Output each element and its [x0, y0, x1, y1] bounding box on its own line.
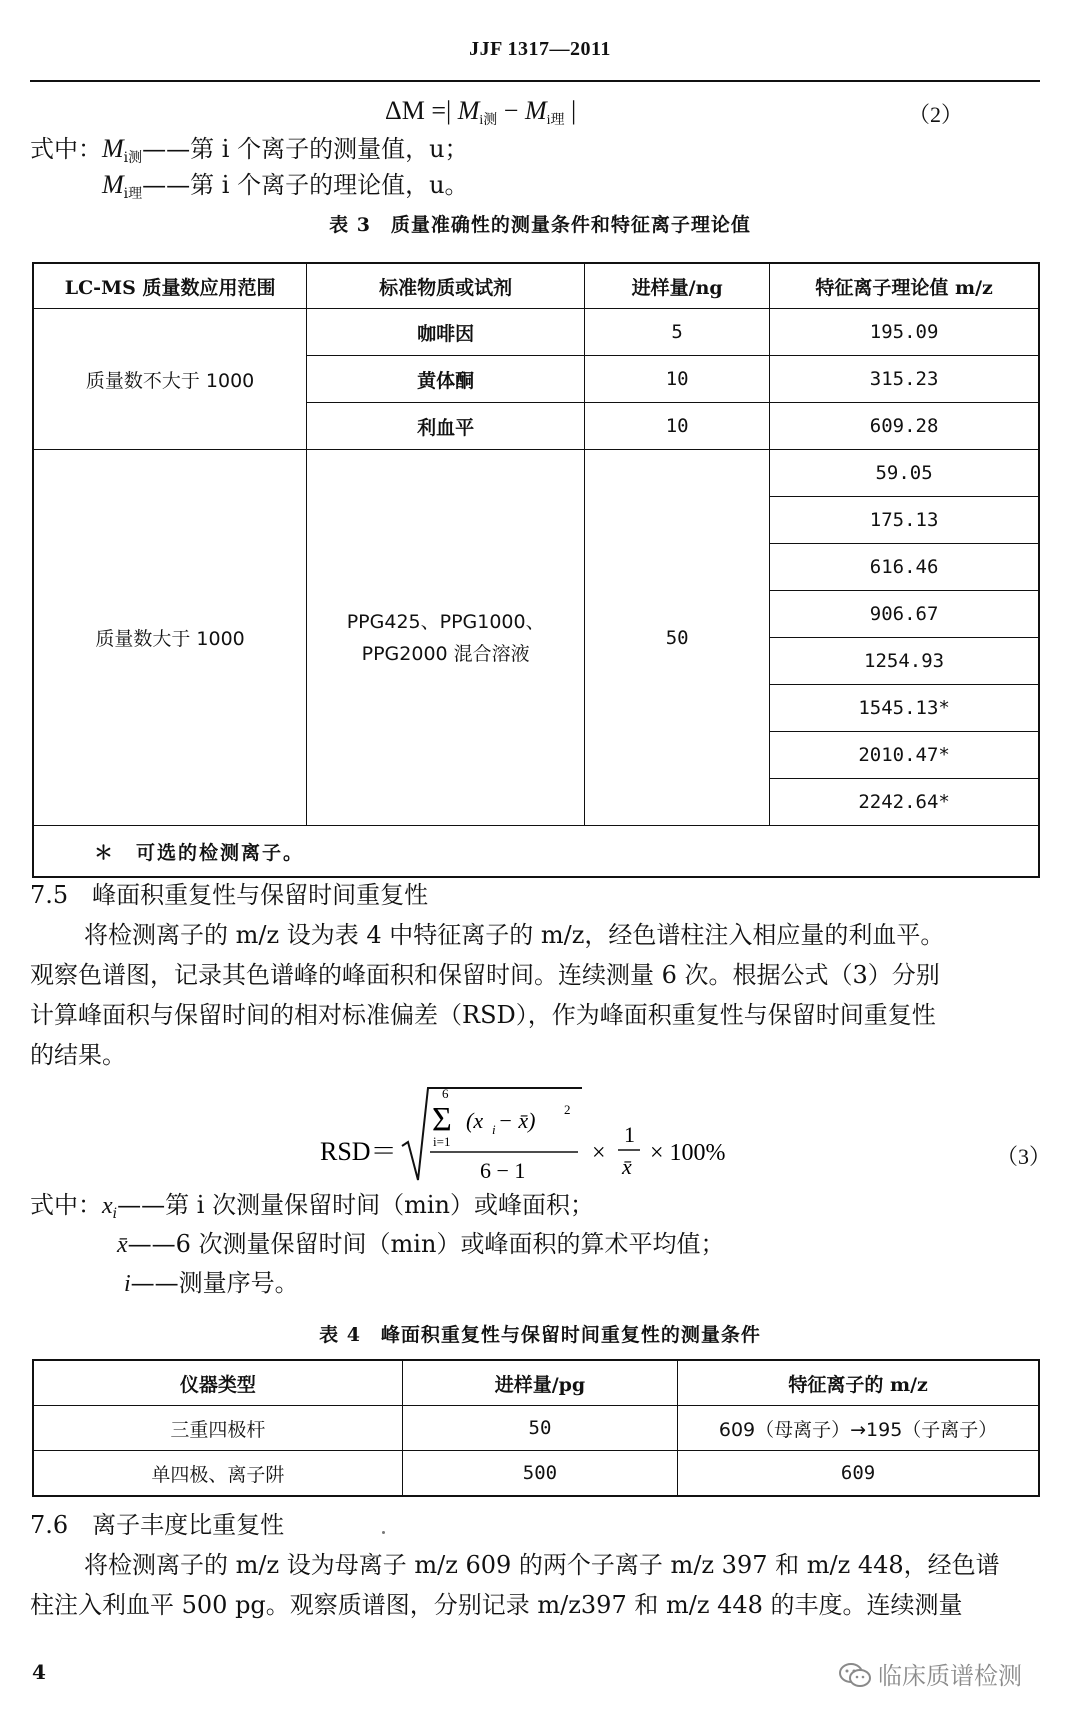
eq2-var-theo: M — [524, 96, 547, 125]
table3-substance-ppg-line1: PPG425、PPG1000、 — [346, 610, 545, 633]
table3-substance: 利血平 — [307, 403, 585, 450]
where2-sub2: i理 — [123, 186, 143, 202]
table3-value: 2242.64* — [770, 779, 1039, 826]
header-rule — [30, 80, 1040, 82]
where3-line2 — [117, 1229, 724, 1260]
table4-header-row — [33, 1360, 1039, 1406]
table3-header-substance: 标准物质或试剂 — [307, 263, 585, 309]
table-4 — [32, 1359, 1040, 1497]
table3-value: 315.23 — [770, 356, 1039, 403]
table3-amount: 5 — [585, 309, 770, 356]
eq2-var-meas: M — [457, 96, 480, 125]
equation-2-number: （2） — [908, 102, 964, 127]
wechat-icon — [838, 1662, 872, 1688]
table4-header-amount: 进样量/pg — [402, 1360, 677, 1406]
table3-substance-ppg — [307, 450, 585, 826]
table3-header-amount: 进样量/ng — [585, 263, 770, 309]
table-row — [33, 1451, 1039, 1497]
where3-text2: ——6 次测量保留时间（min）或峰面积的算术平均值； — [127, 1230, 725, 1258]
table-row — [33, 450, 1039, 497]
table4-type: 单四极、离子阱 — [33, 1451, 402, 1497]
sigma-icon: Σ — [432, 1101, 452, 1138]
table4-header-type: 仪器类型 — [33, 1360, 402, 1406]
where3-line3 — [124, 1268, 299, 1299]
eq3-frac-num: 1 — [624, 1122, 635, 1147]
where3-line1 — [30, 1190, 594, 1229]
section-7-5-para-line: 的结果。 — [30, 1041, 126, 1069]
where2-line2 — [102, 170, 469, 209]
table3-value: 59.05 — [770, 450, 1039, 497]
section-7-6-heading: 7.6 离子丰度比重复性 — [30, 1511, 285, 1539]
table3-value: 609.28 — [770, 403, 1039, 450]
table-row — [33, 1406, 1039, 1451]
table4-ion: 609 — [678, 1451, 1039, 1497]
table3-substance: 黄体酮 — [307, 356, 585, 403]
table4-type: 三重四极杆 — [33, 1406, 402, 1451]
eq3-numerator-sub: i — [492, 1122, 496, 1137]
page-header: JJF 1317—2011 — [469, 38, 611, 60]
watermark — [838, 1656, 1022, 1691]
eq3-times1: × — [592, 1140, 606, 1166]
eq3-numerator-rest: − x̄) — [498, 1108, 536, 1133]
where2-var2: M — [102, 170, 124, 199]
equation-3-number: （3） — [996, 1144, 1052, 1169]
table4-header-ion: 特征离子的 m/z — [678, 1360, 1039, 1406]
where2-var1: M — [102, 134, 124, 163]
table3-substance: 咖啡因 — [307, 309, 585, 356]
table4-amount: 50 — [402, 1406, 677, 1451]
where2-line1 — [30, 134, 469, 173]
equation-3-graphic — [320, 1080, 780, 1190]
section-7-6-para-line: 柱注入利血平 500 pg。观察质谱图，分别记录 m/z397 和 m/z 448 的丰度。连续测量 — [30, 1591, 963, 1619]
table3-amount: 10 — [585, 403, 770, 450]
table4-caption: 表 4 峰面积重复性与保留时间重复性的测量条件 — [319, 1324, 761, 1346]
eq3-lhs: RSD＝ — [320, 1137, 397, 1166]
table3-value: 175.13 — [770, 497, 1039, 544]
table-row — [33, 309, 1039, 356]
eq3-numerator: (x — [466, 1108, 484, 1133]
where3-text1: ——第 i 次测量保留时间（min）或峰面积； — [117, 1191, 594, 1219]
table3-value: 906.67 — [770, 591, 1039, 638]
where3-var3: i — [124, 1271, 131, 1297]
table3-value: 1254.93 — [770, 638, 1039, 685]
section-7-6-para-line: 将检测离子的 m/z 设为母离子 m/z 609 的两个子离子 m/z 397 和 m/z 448，经色谱 — [84, 1551, 1000, 1579]
table3-range-2: 质量数大于 1000 — [33, 450, 307, 826]
table4-ion: 609（母离子）→195（子离子） — [678, 1406, 1039, 1451]
table3-note-row — [33, 826, 1039, 878]
table3-substance-ppg-line2: PPG2000 混合溶液 — [361, 642, 530, 665]
section-7-5-heading: 7.5 峰面积重复性与保留时间重复性 — [30, 881, 429, 909]
where3-var1: x — [102, 1193, 113, 1219]
table3-note: ＊ 可选的检测离子。 — [33, 826, 1039, 878]
where3-sub1: i — [112, 1206, 118, 1222]
table3-amount: 10 — [585, 356, 770, 403]
table3-header-range: LC-MS 质量数应用范围 — [33, 263, 307, 309]
equation-2: ΔM =| $M_{i测} - M_{i理}$ | — [385, 96, 577, 128]
eq2-sub-meas: i测 — [479, 113, 498, 128]
where2-text1: ——第 i 个离子的测量值，u； — [142, 135, 469, 163]
section-7-5-para-line: 观察色谱图，记录其色谱峰的峰面积和保留时间。连续测量 6 次。根据公式（3）分别 — [30, 961, 940, 989]
table3-value: 195.09 — [770, 309, 1039, 356]
table3-amount-ppg: 50 — [585, 450, 770, 826]
where2-text2: ——第 i 个离子的理论值，u。 — [142, 171, 469, 199]
eq3-sum-top: 6 — [442, 1086, 449, 1101]
section-7-5-para-line: 将检测离子的 m/z 设为表 4 中特征离子的 m/z，经色谱柱注入相应量的利血平。 — [84, 921, 945, 949]
where2-prefix: 式中： — [30, 135, 102, 163]
table3-value: 2010.47* — [770, 732, 1039, 779]
page-number: 4 — [32, 1660, 46, 1684]
table3-header-row — [33, 263, 1039, 309]
eq3-denominator: 6 − 1 — [480, 1158, 526, 1183]
section-7-5-para-line: 计算峰面积与保留时间的相对标准偏差（RSD），作为峰面积重复性与保留时间重复性 — [30, 1001, 936, 1029]
table-3 — [32, 262, 1040, 878]
equation-3 — [320, 1080, 780, 1190]
table3-header-value: 特征离子理论值 m/z — [770, 263, 1039, 309]
table3-caption: 表 3 质量准确性的测量条件和特征离子理论值 — [329, 214, 751, 236]
where3-prefix: 式中： — [30, 1191, 102, 1219]
eq2-lhs: ΔM — [385, 96, 425, 125]
eq3-times2: × 100% — [650, 1140, 726, 1166]
eq3-frac-den: x̄ — [622, 1154, 632, 1179]
where3-var2: x̄ — [117, 1232, 128, 1258]
eq3-power: 2 — [564, 1102, 571, 1117]
table3-range-1: 质量数不大于 1000 — [33, 309, 307, 450]
table3-value: 1545.13* — [770, 685, 1039, 732]
eq3-sum-bottom: i=1 — [433, 1134, 451, 1149]
where3-text3: ——测量序号。 — [130, 1269, 299, 1297]
scan-speck — [382, 1531, 385, 1534]
table3-value: 616.46 — [770, 544, 1039, 591]
table4-amount: 500 — [402, 1451, 677, 1497]
where2-sub1: i测 — [123, 150, 143, 166]
watermark-text: 临床质谱检测 — [878, 1662, 1022, 1690]
eq2-sub-theo: i理 — [546, 113, 565, 128]
